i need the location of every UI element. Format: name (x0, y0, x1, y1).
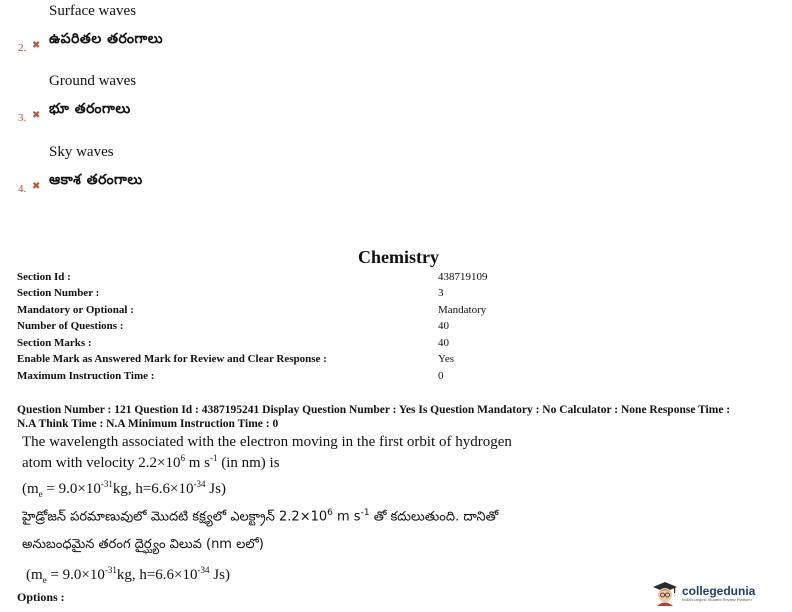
question-meta-line-1: Question Number : 121 Question Id : 4387195241 Display Question Number : Yes Is Question Mandatory : No Calculator : None Response Time : (17, 404, 731, 416)
num-questions-label: Number of Questions : (17, 320, 124, 332)
section-title: Chemistry (358, 247, 439, 267)
collegedunia-logo (652, 580, 790, 606)
question-meta-line-2: N.A Think Time : N.A Minimum Instruction Time : 0 (17, 418, 279, 430)
question-constants-english: ($m_e = 9.0\times 10^{-31}kg$, $h=6.6\times 10^{-34}$ Js) (22, 479, 226, 499)
enable-mark-value: Yes (438, 353, 455, 365)
question-text-english-line-2: atom with velocity $2.2\times 10^6$ m $s^{-1}$ (in nm) is (22, 453, 280, 471)
options-label: Options : (17, 590, 65, 604)
max-instruction-label: Maximum Instruction Time : (17, 370, 155, 382)
section-number-value: 3 (438, 287, 444, 299)
option-2-number: 3. (18, 112, 27, 124)
logo-name: collegedunia (682, 583, 756, 598)
max-instruction-value: 0 (438, 370, 444, 382)
logo-tagline: India's largest Student Review Platform (682, 596, 752, 602)
question-text-telugu-line-2: అనుబంధమైన తరంగ దైర్ఘ్యం విలువ (nm లలో) (22, 537, 264, 552)
option-3-cross-icon: ✖ (32, 181, 41, 192)
enable-mark-label: Enable Mark as Answered Mark for Review and Clear Response : (17, 353, 327, 365)
mandatory-value: Mandatory (438, 304, 487, 316)
section-marks-label: Section Marks : (17, 337, 92, 349)
question-constants-telugu: ($m_e = 9.0\times 10^{-31}kg$, $h=6.6\times 10^{-34}$ Js) (26, 565, 230, 585)
option-1-cross-icon: ✖ (32, 40, 41, 51)
option-2-cross-icon: ✖ (32, 110, 41, 121)
option-3-number: 4. (18, 183, 27, 195)
option-1-telugu: ఉపరితల తరంగాలు (49, 31, 164, 47)
section-number-label: Section Number : (17, 287, 100, 299)
question-text-english-line-1: The wavelength associated with the electron moving in the first orbit of hydrogen (22, 434, 512, 450)
option-1-number: 2. (18, 42, 27, 54)
option-1-english: Surface waves (49, 3, 137, 19)
num-questions-value: 40 (438, 320, 449, 332)
option-2-telugu: భూ తరంగాలు (49, 101, 131, 117)
option-3-english: Sky waves (49, 144, 114, 160)
graduate-avatar-icon (652, 580, 678, 606)
mandatory-label: Mandatory or Optional : (17, 304, 134, 316)
option-2-english: Ground waves (49, 73, 137, 89)
section-id-value: 438719109 (438, 271, 488, 283)
question-text-telugu-line-1: హైడ్రోజన్ పరమాణువులో మొదటి కక్ష్యలో ఎలక్ట్రాన్ $2.2\times 10^6$ m $s^{-1}$ తో కదులుతుంది. దానితో (22, 508, 499, 525)
section-id-label: Section Id : (17, 271, 71, 283)
option-3-telugu: ఆకాశ తరంగాలు (49, 172, 143, 188)
section-marks-value: 40 (438, 337, 449, 349)
